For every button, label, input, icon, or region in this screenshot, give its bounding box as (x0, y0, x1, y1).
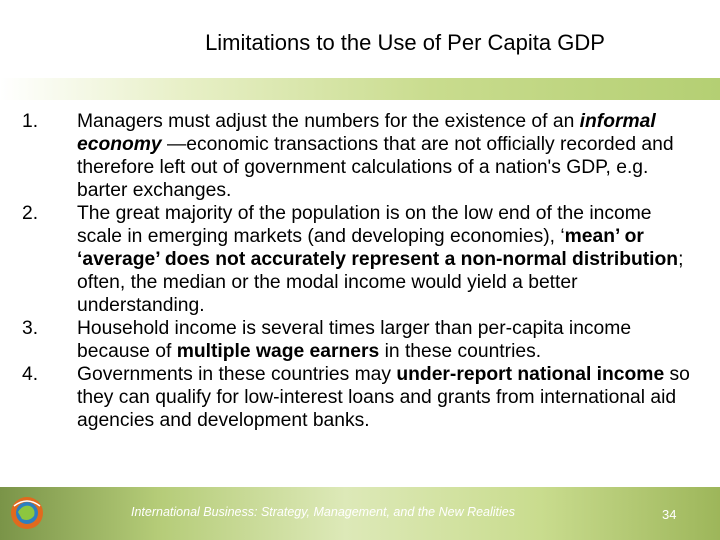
list-item-number: 2. (22, 203, 39, 224)
globe-logo-icon (8, 492, 46, 534)
list-item-number: 4. (22, 364, 39, 385)
list-item (22, 317, 694, 363)
slide-title: Limitations to the Use of Per Capita GDP (205, 30, 605, 55)
list-item-number: 1. (22, 111, 39, 132)
list-item-number: 3. (22, 318, 39, 339)
list-item-text (77, 110, 694, 202)
footer-text: International Business: Strategy, Management, and the New Realities (131, 505, 516, 519)
list-item-text-part: The great majority of the population is on the low end of the income scale in emerging markets (and developing economies), ‘ (77, 203, 652, 247)
footer-bar (0, 487, 720, 540)
list-item-text-part: —economic transactions that are not officially recorded and therefore left out of government calculations of a nation's GDP, e.g. barter exchanges. (77, 134, 674, 201)
list-item-text-part: in these countries. (379, 341, 542, 362)
numbered-list (22, 110, 694, 432)
list-item (22, 363, 694, 432)
list-item-text-emphasis: under-report national income (396, 364, 665, 385)
list-item-text (77, 363, 694, 432)
list-item-text-part: Governments in these countries may (77, 364, 397, 385)
title-accent-bar (0, 78, 720, 100)
list-item-text-emphasis: informal economy (77, 111, 656, 155)
list-item (22, 202, 694, 317)
list-item-text-part: Household income is several times larger than per-capita income because of (77, 318, 632, 362)
list-item-text (77, 202, 694, 317)
list-item-text (77, 317, 694, 363)
list-item-text-emphasis: mean’ or ‘average’ does not accurately represent a non-normal distribution (77, 226, 679, 270)
list-item (22, 110, 694, 202)
page-number: 34 (662, 507, 677, 522)
list-item-text-part: ; often, the median or the modal income would yield a better understanding. (77, 249, 684, 316)
list-item-text-emphasis: multiple wage earners (176, 341, 380, 362)
list-item-text-part: Managers must adjust the numbers for the existence of an (77, 111, 580, 132)
list-item-text-part: so they can qualify for low-interest loans and grants from international aid agencies and development banks. (77, 364, 690, 431)
